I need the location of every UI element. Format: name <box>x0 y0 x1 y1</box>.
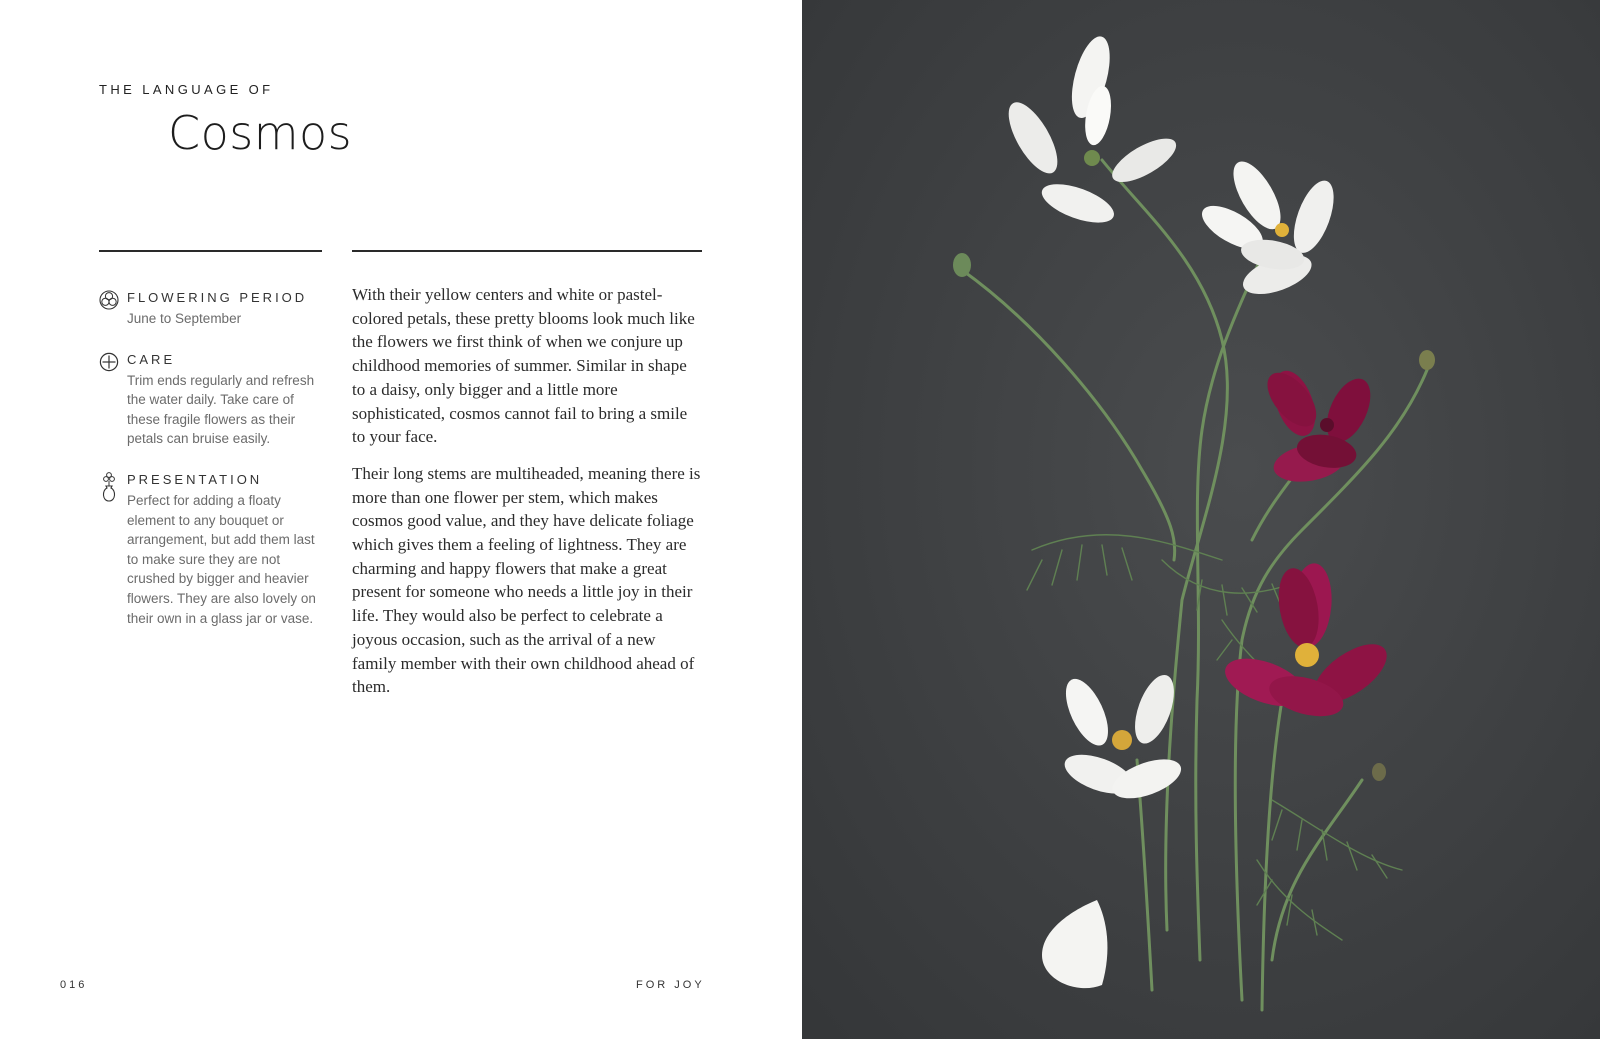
sidebar-item-presentation <box>99 471 329 628</box>
sidebar-item-text: June to September <box>127 311 242 326</box>
body-text <box>352 283 704 712</box>
flower-icon <box>99 289 119 311</box>
body-rule <box>352 250 702 252</box>
cosmos-illustration <box>802 0 1600 1039</box>
section-name: FOR JOY <box>636 979 705 991</box>
sidebar-item-flowering-period <box>99 289 329 329</box>
sidebar-item-care <box>99 351 329 449</box>
body-paragraph: With their yellow centers and white or pastel-colored petals, these pretty blooms look much like the flowers we first think of when we conjure up childhood memories of summer. Similar in shape to a daisy, only bigger and a little more sophisticated, cosmos cannot fail to bring a smile to your face. <box>352 285 695 447</box>
sidebar-item-heading: FLOWERING PERIOD <box>127 290 308 305</box>
plus-circle-icon <box>99 351 119 373</box>
page-number: 016 <box>60 979 88 991</box>
sidebar <box>99 288 329 650</box>
chapter-kicker: THE LANGUAGE OF <box>99 82 274 97</box>
vase-icon <box>99 471 119 503</box>
page-title: Cosmos <box>168 106 353 160</box>
sidebar-item-text: Perfect for adding a floaty element to any bouquet or arrangement, but add them last to make sure they are not crushed by bigger and heavier flowers. They are also lovely on their own in a glass jar or vase. <box>127 492 316 626</box>
sidebar-item-heading: CARE <box>127 351 176 367</box>
sidebar-rule <box>99 250 322 252</box>
sidebar-item-heading: PRESENTATION <box>127 471 263 487</box>
sidebar-item-text: Trim ends regularly and refresh the water daily. Take care of these fragile flowers as their petals can bruise easily. <box>127 372 315 447</box>
body-paragraph: Their long stems are multiheaded, meaning there is more than one flower per stem, which makes cosmos good value, and they have delicate foliage which gives them a feeling of lightness. They are charming and happy flowers that make a great present for someone who needs a little joy in their life. They would also be perfect to celebrate a joyous occasion, such as the arrival of a new family member with their own childhood ahead of them. <box>352 463 701 697</box>
flower-photo <box>802 0 1600 1039</box>
